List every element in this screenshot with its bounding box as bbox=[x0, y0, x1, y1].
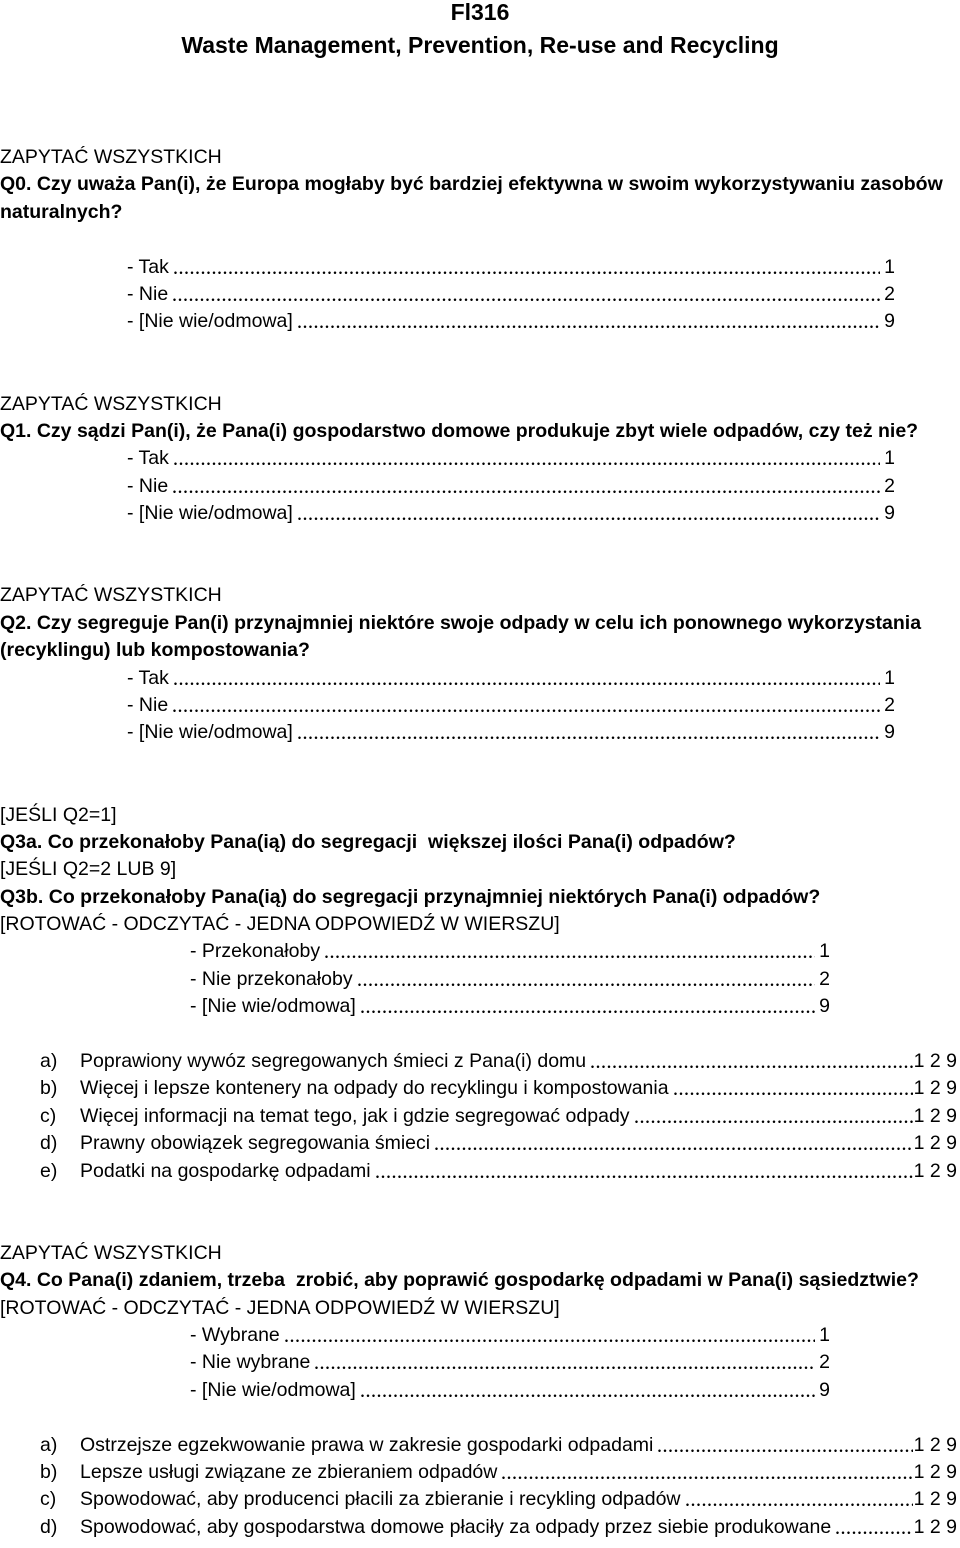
survey-title: Waste Management, Prevention, Re-use and Recycling bbox=[181, 32, 779, 58]
item-codes: 1 2 9 bbox=[913, 1132, 957, 1155]
item-codes: 1 2 9 bbox=[913, 1077, 957, 1100]
questionnaire-body bbox=[0, 144, 960, 1541]
option-code: 2 bbox=[819, 967, 830, 990]
question-text: Q2. Czy segreguje Pan(i) przynajmniej niektóre swoje odpady w celu ich ponownego wykorzystania (recyklingu) lub kompostowania? bbox=[0, 611, 927, 662]
question-text: Q4. Co Pana(i) zdaniem, trzeba zrobić, aby poprawić gospodarkę odpadami w Pana(i) sąsiedztwie? bbox=[0, 1269, 919, 1292]
item-codes: 1 2 9 bbox=[913, 1159, 957, 1182]
option-label: - Tak bbox=[127, 255, 169, 278]
filter-instruction: [JEŚLI Q2=1] bbox=[0, 803, 117, 826]
option-code: 1 bbox=[819, 940, 830, 963]
dot-leader bbox=[173, 665, 880, 692]
dot-leader bbox=[673, 1075, 913, 1102]
filter-instruction: ZAPYTAĆ WSZYSTKICH bbox=[0, 146, 222, 168]
question-text: Q3a. Co przekonałoby Pana(ią) do segregacji większej ilości Pana(i) odpadów? bbox=[0, 830, 736, 853]
option-label: - [Nie wie/odmowa] bbox=[127, 310, 293, 333]
item-codes: 1 2 9 bbox=[913, 1104, 957, 1127]
dot-leader bbox=[434, 1130, 913, 1157]
item-letter: a) bbox=[40, 1433, 58, 1456]
answer-option bbox=[127, 692, 895, 719]
answer-option bbox=[190, 1322, 830, 1349]
dot-leader bbox=[172, 692, 880, 719]
item-letter: b) bbox=[40, 1460, 58, 1483]
statement-item bbox=[40, 1514, 957, 1541]
item-letter: c) bbox=[40, 1488, 57, 1511]
filter-instruction: ZAPYTAĆ WSZYSTKICH bbox=[0, 392, 222, 415]
item-letter: b) bbox=[40, 1077, 58, 1100]
question-q3 bbox=[0, 802, 960, 1186]
item-text: Podatki na gospodarkę odpadami bbox=[80, 1159, 371, 1182]
option-code: 9 bbox=[884, 310, 895, 333]
answer-option bbox=[190, 938, 830, 965]
option-label: - [Nie wie/odmowa] bbox=[190, 995, 356, 1018]
interviewer-instruction: [ROTOWAĆ - ODCZYTAĆ - JEDNA ODPOWIEDŹ W WIERSZU] bbox=[0, 913, 560, 936]
option-code: 1 bbox=[884, 255, 895, 278]
dot-leader bbox=[357, 966, 816, 993]
question-q0 bbox=[0, 144, 960, 336]
answer-option bbox=[127, 500, 895, 527]
item-text: Więcej i lepsze kontenery na odpady do recyklingu i kompostowania bbox=[80, 1077, 669, 1100]
option-code: 9 bbox=[819, 995, 830, 1018]
item-letter: c) bbox=[40, 1104, 57, 1127]
question-text: Q0. Czy uważa Pan(i), że Europa mogłaby być bardziej efektywna w swoim wykorzystywaniu zasobów naturalnych? bbox=[0, 173, 949, 223]
item-text: Prawny obowiązek segregowania śmieci bbox=[80, 1132, 431, 1155]
item-letter: d) bbox=[40, 1515, 58, 1538]
item-codes: 1 2 9 bbox=[913, 1433, 957, 1456]
option-code: 9 bbox=[819, 1378, 830, 1401]
option-label: - Tak bbox=[127, 666, 169, 689]
dot-leader bbox=[173, 254, 880, 281]
statement-item bbox=[40, 1048, 957, 1075]
option-code: 1 bbox=[884, 666, 895, 689]
dot-leader bbox=[375, 1158, 913, 1185]
option-label: - Wybrane bbox=[190, 1323, 280, 1346]
answer-option bbox=[190, 993, 830, 1020]
item-text: Spowodować, aby gospodarstwa domowe płaciły za odpady przez siebie produkowane bbox=[80, 1515, 832, 1538]
statement-item bbox=[40, 1103, 957, 1130]
filter-instruction: [JEŚLI Q2=2 LUB 9] bbox=[0, 858, 177, 881]
answer-option bbox=[127, 281, 895, 308]
option-label: - Nie wybrane bbox=[190, 1351, 311, 1374]
dot-leader bbox=[297, 500, 880, 527]
option-code: 2 bbox=[884, 474, 895, 497]
dot-leader bbox=[314, 1349, 815, 1376]
statement-item bbox=[40, 1459, 957, 1486]
statement-item bbox=[40, 1158, 957, 1185]
statement-item bbox=[40, 1432, 957, 1459]
option-label: - Nie bbox=[127, 693, 169, 716]
dot-leader bbox=[324, 938, 815, 965]
item-text: Lepsze usługi związane ze zbieraniem odpadów bbox=[80, 1460, 498, 1483]
option-label: - [Nie wie/odmowa] bbox=[127, 721, 293, 744]
option-code: 1 bbox=[819, 1323, 830, 1346]
item-text: Więcej informacji na temat tego, jak i gdzie segregować odpady bbox=[80, 1104, 630, 1127]
question-q4 bbox=[0, 1240, 960, 1541]
item-letter: a) bbox=[40, 1050, 58, 1073]
dot-leader bbox=[172, 281, 880, 308]
question-text: Q3b. Co przekonałoby Pana(ią) do segregacji przynajmniej niektórych Pana(i) odpadów? bbox=[0, 885, 821, 908]
dot-leader bbox=[172, 473, 880, 500]
item-codes: 1 2 9 bbox=[913, 1488, 957, 1511]
option-code: 1 bbox=[884, 447, 895, 470]
option-label: - Tak bbox=[127, 447, 169, 470]
item-letter: d) bbox=[40, 1132, 58, 1155]
answer-option bbox=[127, 445, 895, 472]
option-label: - Nie przekonałoby bbox=[190, 967, 353, 990]
dot-leader bbox=[297, 308, 880, 335]
dot-leader bbox=[634, 1103, 913, 1130]
item-codes: 1 2 9 bbox=[913, 1515, 957, 1538]
statement-item bbox=[40, 1075, 957, 1102]
dot-leader bbox=[501, 1459, 912, 1486]
dot-leader bbox=[657, 1432, 912, 1459]
filter-instruction: ZAPYTAĆ WSZYSTKICH bbox=[0, 1241, 222, 1264]
statement-item bbox=[40, 1486, 957, 1513]
answer-option bbox=[127, 308, 895, 335]
answer-option bbox=[127, 254, 895, 281]
answer-option bbox=[190, 1377, 830, 1404]
dot-leader bbox=[590, 1048, 912, 1075]
question-text: Q1. Czy sądzi Pan(i), że Pana(i) gospodarstwo domowe produkuje zbyt wiele odpadów, czy też nie? bbox=[0, 419, 919, 442]
answer-option bbox=[127, 719, 895, 746]
option-label: - Przekonałoby bbox=[190, 940, 321, 963]
option-label: - Nie bbox=[127, 282, 169, 305]
interviewer-instruction: [ROTOWAĆ - ODCZYTAĆ - JEDNA ODPOWIEDŹ W WIERSZU] bbox=[0, 1296, 560, 1319]
dot-leader bbox=[284, 1322, 815, 1349]
answer-option bbox=[190, 1349, 830, 1376]
dot-leader bbox=[173, 445, 880, 472]
item-text: Poprawiony wywóz segregowanych śmieci z Pana(i) domu bbox=[80, 1050, 587, 1073]
option-code: 2 bbox=[884, 282, 895, 305]
option-code: 2 bbox=[819, 1351, 830, 1374]
item-letter: e) bbox=[40, 1159, 58, 1182]
question-q1 bbox=[0, 391, 960, 528]
item-text: Spowodować, aby producenci płacili za zbieranie i recykling odpadów bbox=[80, 1488, 681, 1511]
option-code: 9 bbox=[884, 502, 895, 525]
option-code: 2 bbox=[884, 693, 895, 716]
option-code: 9 bbox=[884, 721, 895, 744]
answer-option bbox=[190, 966, 830, 993]
option-label: - Nie bbox=[127, 474, 169, 497]
item-codes: 1 2 9 bbox=[913, 1460, 957, 1483]
dot-leader bbox=[360, 1377, 815, 1404]
option-label: - [Nie wie/odmowa] bbox=[190, 1378, 356, 1401]
dot-leader bbox=[685, 1486, 913, 1513]
answer-option bbox=[127, 473, 895, 500]
dot-leader bbox=[360, 993, 815, 1020]
answer-option bbox=[127, 665, 895, 692]
survey-code: Fl316 bbox=[450, 0, 510, 25]
question-q2 bbox=[0, 582, 960, 746]
filter-instruction: ZAPYTAĆ WSZYSTKICH bbox=[0, 584, 222, 607]
dot-leader bbox=[297, 719, 880, 746]
item-text: Ostrzejsze egzekwowanie prawa w zakresie gospodarki odpadami bbox=[80, 1433, 654, 1456]
option-label: - [Nie wie/odmowa] bbox=[127, 502, 293, 525]
dot-leader bbox=[835, 1514, 912, 1541]
item-codes: 1 2 9 bbox=[913, 1050, 957, 1073]
statement-item bbox=[40, 1130, 957, 1157]
